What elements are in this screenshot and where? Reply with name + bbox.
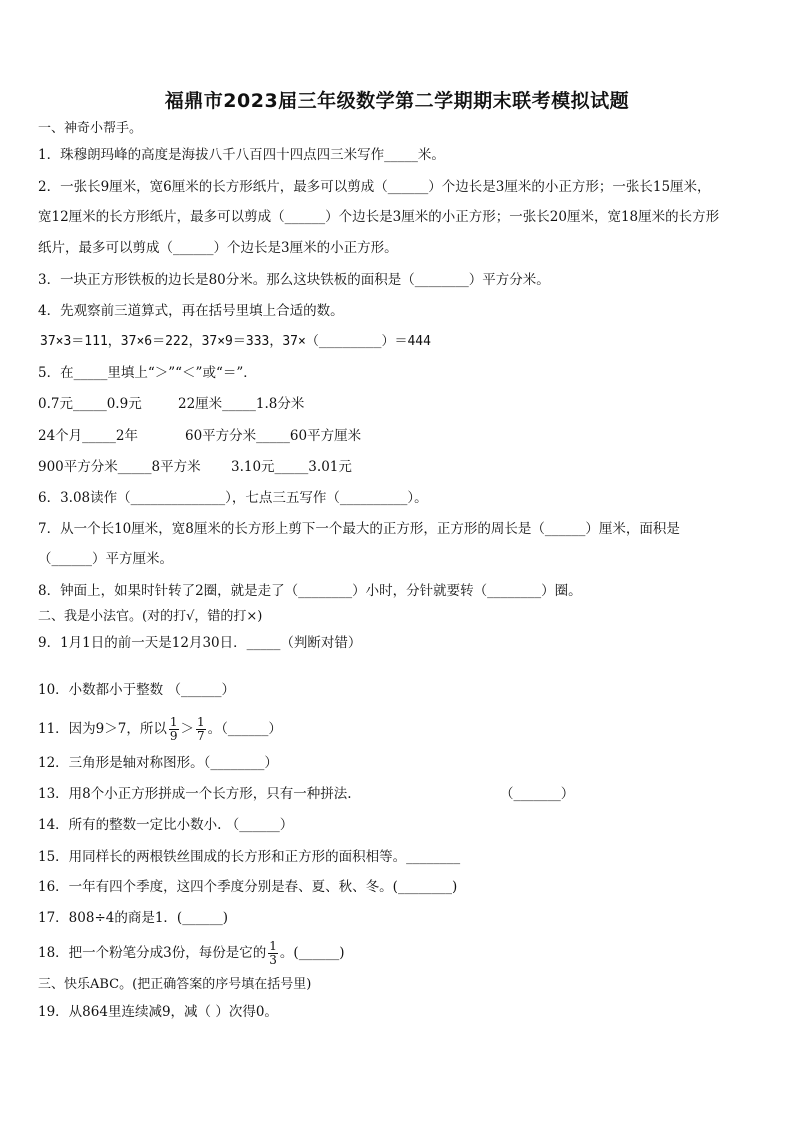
question-13-blank: （_______） [500,786,575,802]
question-2-line-3: 纸片，最多可以剪成（______）个边长是3厘米的小正方形。 [38,240,398,256]
question-5: 5．在_____里填上“＞”“＜”或“＝”． [38,365,257,381]
question-11 [38,714,282,744]
question-4-equations: 37×3＝111，37×6＝222，37×9＝333，37×（________）＝444 [40,334,431,349]
question-7-line-1: 7．从一个长10厘米，宽8厘米的长方形上剪下一个最大的正方形，正方形的周长是（______）厘米，面积是 [38,521,680,537]
q5-item-3a: 900平方分米_____8平方米 [38,459,201,475]
fraction-one-third [268,940,278,967]
question-10: 10．小数都小于整数 （______） [38,682,235,698]
fraction-denominator: 9 [169,729,178,743]
question-8: 8．钟面上，如果时针转了2圈，就是走了（________）小时，分针就要转（________）圈。 [38,583,582,599]
q18-suffix: 。(______) [279,945,345,961]
section-3-heading: 三、快乐ABC。(把正确答案的序号填在括号里) [38,977,312,992]
greater-than-sign: ＞ [180,721,194,737]
fraction-one-ninth [169,716,179,743]
fraction-denominator: 7 [197,729,205,743]
fraction-denominator: 3 [269,953,277,967]
question-2-line-1: 2．一张长9厘米，宽6厘米的长方形纸片，最多可以剪成（______）个边长是3厘米的小正方形；一张长15厘米， [38,179,711,195]
question-13: 13．用8个小正方形拼成一个长方形，只有一种拼法. [38,786,352,802]
question-2-line-2: 宽12厘米的长方形纸片，最多可以剪成（______）个边长是3厘米的小正方形；一张长20厘米，宽18厘米的长方形 [38,209,720,225]
q5-item-2b: 60平方分米_____60平方厘米 [185,428,362,444]
question-18 [38,938,344,968]
question-15: 15．用同样长的两根铁丝围成的长方形和正方形的面积相等。________ [38,849,461,865]
question-7-line-2: （______）平方厘米。 [38,551,173,567]
q18-prefix: 18．把一个粉笔分成3份，每份是它的 [38,945,267,961]
question-1: 1．珠穆朗玛峰的高度是海拔八千八百四十四点四三米写作_____米。 [38,147,445,163]
question-14: 14．所有的整数一定比小数小. （______） [38,817,294,833]
q11-prefix: 11．因为9＞7，所以 [38,721,167,737]
q5-item-3b: 3.10元_____3.01元 [231,459,352,475]
q5-item-2a: 24个月_____2年 [38,428,139,444]
question-19: 19．从864里连续减9，减（ ）次得0。 [38,1004,278,1020]
q5-item-1b: 22厘米_____1.8分米 [178,396,305,412]
q11-suffix: 。（______） [207,721,282,737]
fraction-numerator: 1 [197,715,205,729]
page-title: 福鼎市2023届三年级数学第二学期期末联考模拟试题 [164,90,630,112]
section-2-heading: 二、我是小法官。(对的打√，错的打×) [38,609,263,624]
question-17: 17．808÷4的商是1．(______) [38,910,228,926]
question-4: 4．先观察前三道算式，再在括号里填上合适的数。 [38,303,344,319]
section-1-heading: 一、神奇小帮手。 [38,121,143,136]
fraction-numerator: 1 [169,715,178,729]
question-12: 12．三角形是轴对称图形。（________） [38,755,278,771]
q5-item-1a: 0.7元_____0.9元 [38,396,142,412]
question-16: 16．一年有四个季度，这四个季度分别是春、夏、秋、冬。(________) [38,879,458,895]
fraction-one-seventh [196,716,206,743]
fraction-numerator: 1 [269,939,277,953]
question-9: 9．1月1日的前一天是12月30日．_____（判断对错） [38,635,362,651]
question-3: 3．一块正方形铁板的边长是80分米。那么这块铁板的面积是（________）平方分米。 [38,272,550,288]
question-6: 6．3.08读作（______________），七点三五写作（__________）。 [38,490,428,506]
